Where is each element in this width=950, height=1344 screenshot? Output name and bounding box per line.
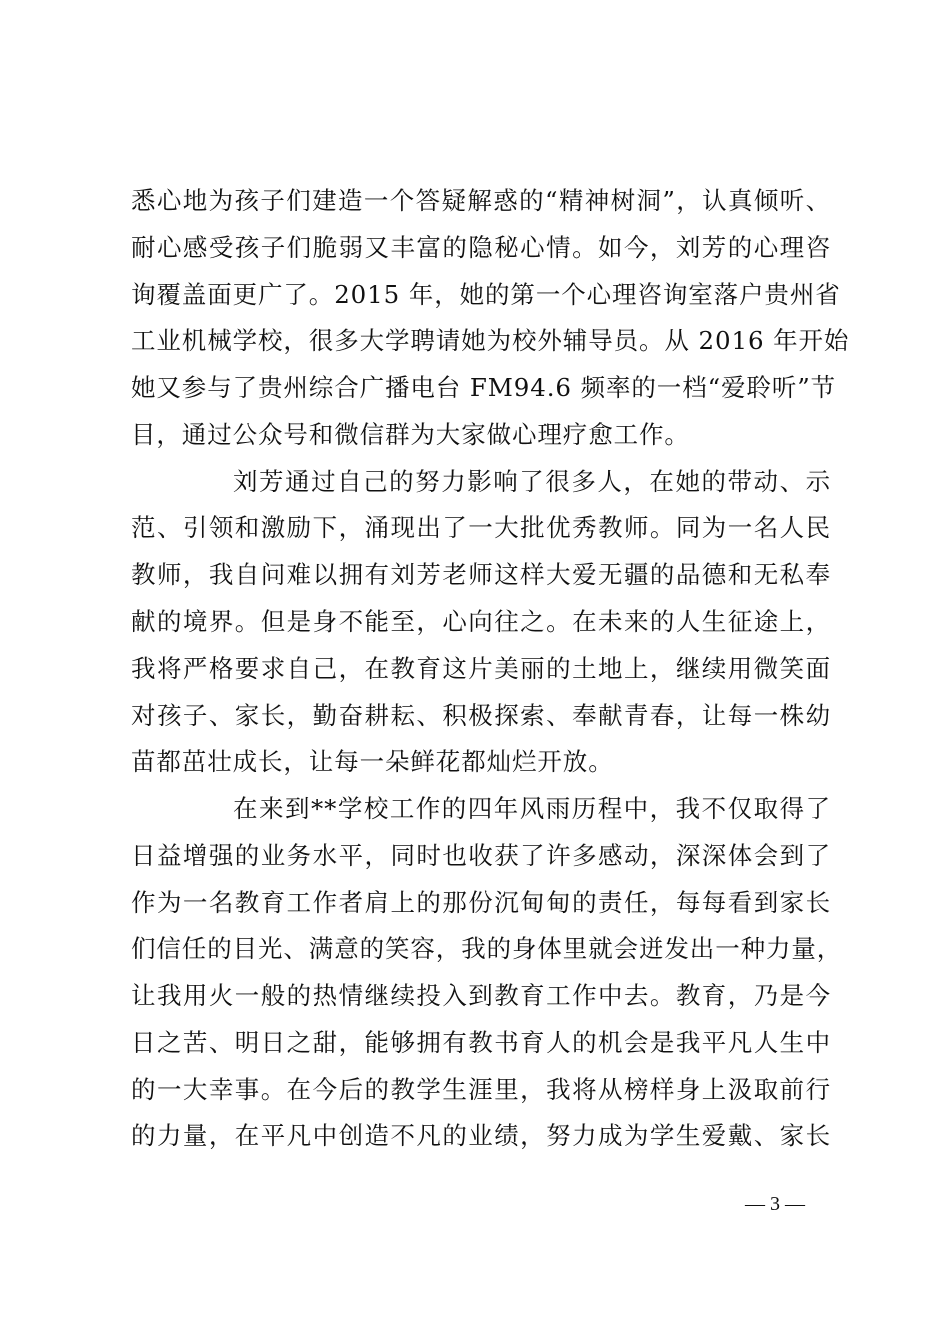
text-line: 我将严格要求自己，在教育这片美丽的土地上，继续用微笑面 [131, 654, 831, 683]
text-line: 作为一名教育工作者肩上的那份沉甸甸的责任，每每看到家长 [131, 888, 831, 917]
text-line: 的一大幸事。在今后的教学生涯里，我将从榜样身上汲取前行 [131, 1075, 831, 1104]
text-line: 的力量，在平凡中创造不凡的业绩，努力成为学生爱戴、家长 [131, 1121, 831, 1150]
text-line: 她又参与了贵州综合广播电台 FM94.6 频率的一档“爱聆听”节 [131, 373, 837, 402]
text-line: 们信任的目光、满意的笑容，我的身体里就会迸发出一种力量， [131, 934, 843, 963]
text-line: 对孩子、家长，勤奋耕耘、积极探索、奉献青春，让每一株幼 [131, 701, 831, 730]
text-line: 询覆盖面更广了。2015 年，她的第一个心理咨询室落户贵州省 [131, 280, 841, 309]
text-line: 悉心地为孩子们建造一个答疑解惑的“精神树洞”，认真倾听、 [131, 186, 831, 215]
paragraph-start-line: 在来到**学校工作的四年风雨历程中，我不仅取得了 [233, 794, 831, 823]
text-line: 目，通过公众号和微信群为大家做心理疗愈工作。 [131, 420, 690, 449]
text-line: 教师，我自问难以拥有刘芳老师这样大爱无疆的品德和无私奉 [131, 560, 831, 589]
text-line: 献的境界。但是身不能至，心向往之。在未来的人生征途上， [131, 607, 831, 636]
text-line: 范、引领和激励下，涌现出了一大批优秀教师。同为一名人民 [131, 513, 831, 542]
page-number: — 3 — [745, 1193, 805, 1215]
text-line: 苗都茁壮成长，让每一朵鲜花都灿烂开放。 [131, 747, 614, 776]
text-line: 工业机械学校，很多大学聘请她为校外辅导员。从 2016 年开始 [131, 326, 850, 355]
paragraph-start-line: 刘芳通过自己的努力影响了很多人，在她的带动、示 [233, 467, 831, 496]
text-line: 日之苦、明日之甜，能够拥有教书育人的机会是我平凡人生中 [131, 1028, 831, 1057]
text-line: 日益增强的业务水平，同时也收获了许多感动，深深体会到了 [131, 841, 831, 870]
text-line: 耐心感受孩子们脆弱又丰富的隐秘心情。如今，刘芳的心理咨 [131, 233, 831, 262]
text-line: 让我用火一般的热情继续投入到教育工作中去。教育，乃是今 [131, 981, 831, 1010]
